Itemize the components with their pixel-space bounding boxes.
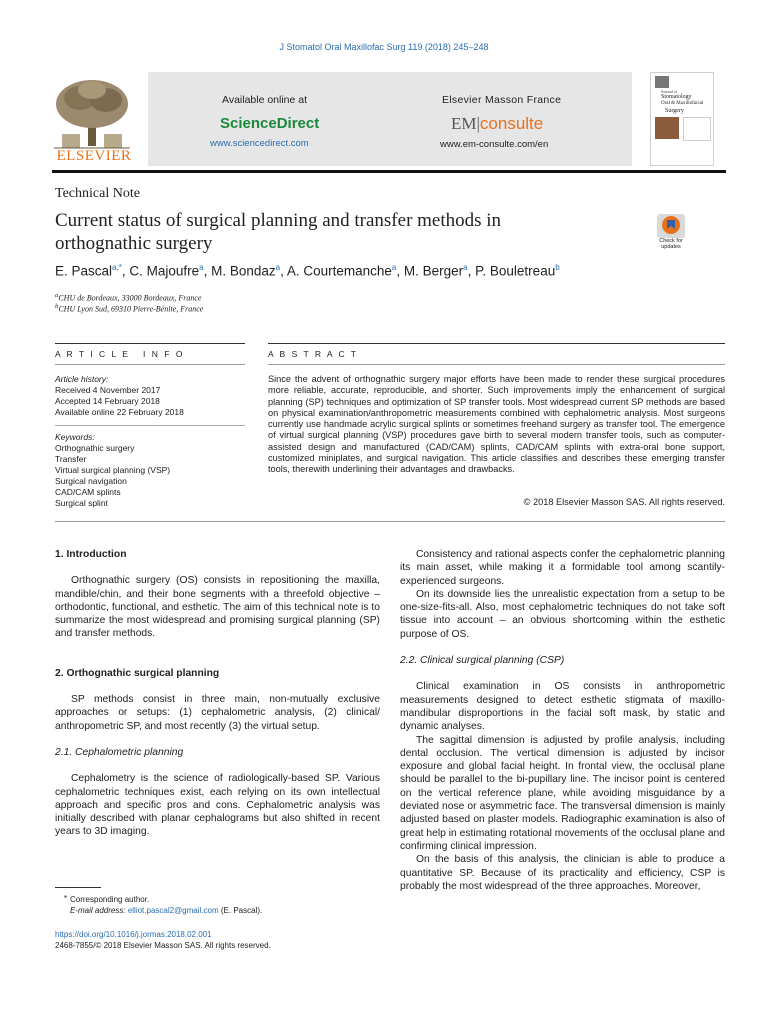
keyword-item: Orthognathic surgery [55,443,135,453]
keyword-item: Surgical navigation [55,476,127,486]
keyword-item: Virtual surgical planning (VSP) [55,465,171,475]
doi-link[interactable]: https://doi.org/10.1016/j.jormas.2018.02.001 [55,930,212,939]
footnote-email-line [70,906,262,915]
paragraph-consistency: Consistency and rational aspects confer the cephalometric planning its main asset, while making it a formidable tool among scantily-experienced surgeons. [400,549,725,587]
abstract-rule [268,343,725,344]
logo-divider: | [476,114,480,133]
section-heading-orthognathic-planning: 2. Orthognathic surgical planning [55,667,220,679]
cover-journal-line3: Oral & Maxillofacial [661,101,704,106]
check-updates-line1: Check for [659,238,683,244]
author-affiliation-sup[interactable]: a [199,263,204,272]
available-online-label: Available online at [222,94,308,106]
article-title [55,209,625,255]
paragraph-sagittal: The sagittal dimension is adjusted by profile analysis, including dental occlusion. The vertical dimension is adjusted by incisor exposure and global facial height. In frontal view, the occlusal plane should be parallel to the bi-pupillary line. The incisor point is centered on the vertical reference plane, while avoiding misguidance by a deviated nose or asymmetric face. The transversal dimension is mainly adjusted based on plaster models. Radiographic examination is also of great help in estimating rotational movements of the occlusal plane and confirming clinical impression. [400,734,725,852]
affil-b-sup: b [55,303,59,310]
affiliation-a [55,292,201,303]
footnote-corresponding: Corresponding author. [70,895,150,904]
author-separator: , [203,263,212,279]
author-name: C. Majoufre [129,263,200,279]
author-affiliation-sup[interactable]: a [391,263,397,272]
keywords-label: Keywords: [55,432,95,442]
cover-diagram [683,117,711,141]
author-name: M. Berger [403,263,464,279]
cover-logo-icon [655,76,669,88]
affil-a-sup: a [55,292,59,299]
article-info-rule [55,343,245,344]
author-name: M. Bondaz [211,263,276,279]
cover-journal-line2: Stomatology [661,94,692,100]
keyword-item: CAD/CAM splints [55,487,121,497]
check-updates-icon [652,214,690,238]
em-consulte-logo[interactable] [451,114,543,134]
keyword-item: Surgical splint [55,498,108,508]
header-rule [52,170,726,173]
author-separator: , [396,263,404,279]
issn-line: 2468-7855/© 2018 Elsevier Masson SAS. All rights reserved. [55,941,271,950]
title-line-2: orthognathic surgery [55,233,213,254]
author-name: P. Bouletreau [475,263,556,279]
article-info-heading: A R T I C L E I N F O [55,349,185,359]
received-date: Received 4 November 2017 [55,385,161,395]
affiliation-b [55,303,203,314]
subsection-heading-cephalometric: 2.1. Cephalometric planning [55,746,184,758]
author-affiliation-sup[interactable]: a [463,263,468,272]
email-link[interactable]: elliot.pascal2@gmail.com [127,906,219,915]
check-updates-line2: updates [661,244,681,250]
abstract-text: Since the advent of orthognathic surgery major efforts have been made to render these surgical procedures more reliable, accurate, reproducible, and shorter. Such improvements imply the enhancement of surgical planning (SP) techniques and optimization of SP transfer tools. Most widespread current SP methods are based on physical examination/anthropometric measurements combined with cephalometric analysis. Most surgeons currently use handmade acrylic surgical splints or sometimes freehand surgery as transfer tool. The emergence of virtual surgical planning (VSP) procedures gave birth to several modern transfer tools, such as computer-assisted design and manufactured (CAD/CAM) splints, CAD/CAM splints with extra-oral bone support, customized miniplates, and surgical navigation. This article classifies and describes these emerging transfer tools, therewith underlining their advantages and drawbacks. [268,374,725,475]
affil-b-text: CHU Lyon Sud, 69310 Pierre-Bénite, France [58,304,204,314]
cover-journal-line4: Surgery [665,108,684,114]
keywords-rule [55,425,245,426]
elsevier-wordmark: ELSEVIER [56,148,132,164]
paragraph-analysis: On the basis of this analysis, the clinician is able to produce a quantitative SP. Because of its practicality and efficiency, CSP is probably the most widespread of the three approaches. Moreover, [400,854,725,892]
abstract-heading: A B S T R A C T [268,349,359,359]
author-list [55,263,560,279]
abstract-subrule [268,364,725,365]
right-column [400,548,725,893]
article-history [55,374,245,418]
author-affiliation-sup[interactable]: a [275,263,281,272]
left-column [55,548,380,839]
keyword-item: Transfer [55,454,87,464]
author-separator: , [280,263,287,279]
author-affiliation-sup[interactable]: a,* [112,263,122,272]
journal-cover[interactable] [650,72,714,166]
author-affiliation-sup[interactable]: b [555,263,560,272]
journal-reference[interactable]: J Stomatol Oral Maxillofac Surg 119 (2018) 245–248 [279,42,489,52]
cover-journal-line1: Journal of [661,89,678,94]
header-banner [148,72,632,166]
sciencedirect-url[interactable]: www.sciencedirect.com [210,138,309,149]
paragraph-downside: On its downside lies the unrealistic expectation from a setup to be one-size-fits-all. Also, most cephalometric techniques do not take soft tissue into account – an obvious shortcoming within the esthetic purpose of OS. [400,588,725,640]
article-type: Technical Note [55,186,140,201]
paragraph-clinical-exam: Clinical examination in OS consists in anthropometric measurements designed to detect esthetic stigmata of maxillo-mandibular disproportions in the facial soft mask, by static and dynamic analyses. [400,681,725,733]
article-info-subrule [55,364,245,365]
email-suffix: (E. Pascal). [220,906,263,915]
publisher-label: Elsevier Masson France [442,94,562,106]
footnote-rule [55,887,101,888]
abstract-copyright: © 2018 Elsevier Masson SAS. All rights reserved. [523,497,725,507]
available-date: Available online 22 February 2018 [55,407,184,417]
keywords-block [55,432,245,509]
title-line-1: Current status of surgical planning and transfer methods in [55,210,502,231]
abstract-bottom-rule [55,521,725,522]
sciencedirect-logo[interactable]: ScienceDirect [220,115,320,132]
em-consulte-url[interactable]: www.em-consulte.com/en [440,139,549,150]
subsection-heading-clinical: 2.2. Clinical surgical planning (CSP) [400,655,565,667]
em-logo-text: EM [451,114,477,133]
author-separator: , [467,263,476,279]
cover-image [655,117,679,139]
author-separator: , [121,263,130,279]
email-label: E-mail address: [70,906,126,915]
author-name: E. Pascal [55,263,113,279]
section-heading-introduction: 1. Introduction [55,549,127,560]
history-label: Article history: [55,374,109,384]
affil-a-text: CHU de Bordeaux, 33000 Bordeaux, France [58,293,202,303]
author-name: A. Courtemanche [286,263,392,279]
footnote-star: * [64,894,68,903]
elsevier-logo [50,76,135,166]
check-for-updates-button[interactable] [652,214,690,252]
consulte-logo-text: consulte [479,114,544,133]
paragraph-introduction: Orthognathic surgery (OS) consists in repositioning the maxilla, mandible/chin, and their bone segments with a threefold objective – orthodontic, functional, and esthetic. The aim of this technical note is to summarize the most widespread and promising surgical planning (SP) and transfer methods. [55,575,380,640]
paragraph-cephalometric: Cephalometry is the science of radiologically-based SP. Various cephalometric techniques exist, each relying on its own intellectual approach and specific pros and cons. Cephalometric analysis was initially described with planar cephalograms but also shifted in recent years to 3D imaging. [55,773,380,838]
paragraph-orthognathic-planning: SP methods consist in three main, non-mutually exclusive approaches or setups: (1) cephalometric analysis, (2) clinical/ anthropometric SP, and most recently (3) the virtual setup. [55,694,380,732]
accepted-date: Accepted 14 February 2018 [55,396,160,406]
